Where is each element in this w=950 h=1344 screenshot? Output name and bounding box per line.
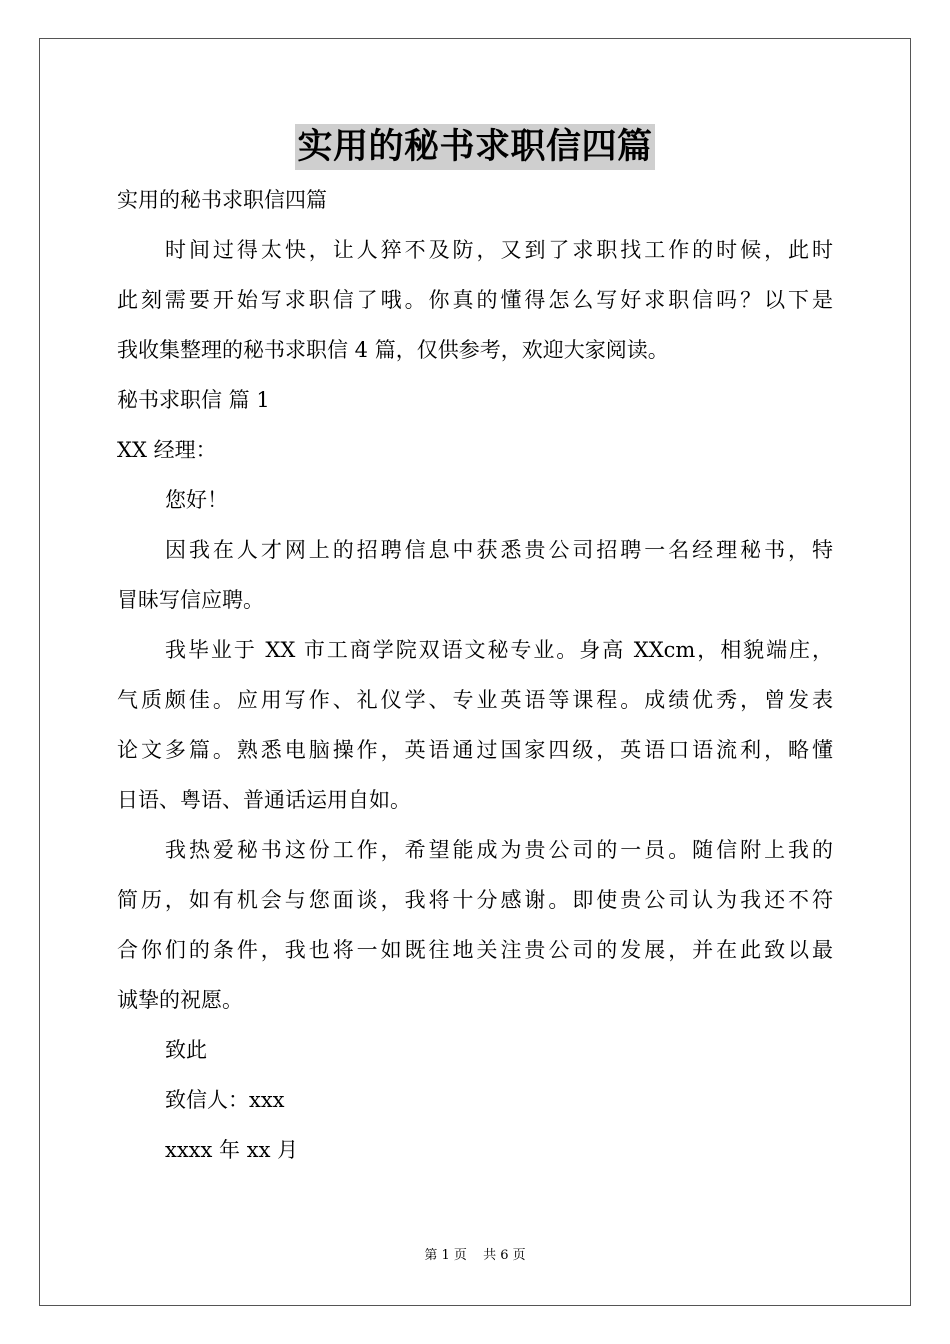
para3-line-1: 我热爱秘书这份工作，希望能成为贵公司的一员。随信附上我的 [165, 838, 833, 862]
document-title: 实用的秘书求职信四篇 [295, 124, 654, 170]
para3-line-3: 合你们的条件，我也将一如既往地关注贵公司的发展，并在此致以最 [117, 938, 833, 962]
intro-line-1: 时间过得太快，让人猝不及防，又到了求职找工作的时候，此时 [165, 238, 833, 262]
page-number: 第 1 页 [424, 1248, 467, 1263]
page-footer [0, 1247, 950, 1265]
intro-line-2: 此刻需要开始写求职信了哦。你真的懂得怎么写好求职信吗？以下是 [117, 288, 833, 312]
greeting: 您好！ [165, 488, 228, 512]
closing: 致此 [165, 1038, 207, 1062]
para3-line-4: 诚挚的祝愿。 [117, 988, 243, 1012]
page-total: 共 6 页 [483, 1248, 526, 1263]
salutation: XX 经理： [117, 438, 217, 462]
sender: 致信人：xxx [165, 1088, 285, 1112]
document-subtitle: 实用的秘书求职信四篇 [117, 188, 327, 212]
para3-line-2: 简历，如有机会与您面谈，我将十分感谢。即使贵公司认为我还不符 [117, 888, 833, 912]
para2-line-3: 论文多篇。熟悉电脑操作，英语通过国家四级，英语口语流利，略懂 [117, 738, 833, 762]
section-heading: 秘书求职信 篇 1 [117, 388, 270, 412]
date: xxxx 年 xx 月 [165, 1138, 299, 1162]
para1-line-2: 冒昧写信应聘。 [117, 588, 264, 612]
para1-line-1: 因我在人才网上的招聘信息中获悉贵公司招聘一名经理秘书，特 [165, 538, 833, 562]
document-title-wrap [0, 124, 950, 170]
para2-line-4: 日语、粤语、普通话运用自如。 [117, 788, 411, 812]
intro-line-3: 我收集整理的秘书求职信 4 篇，仅供参考，欢迎大家阅读。 [117, 338, 669, 362]
page-border [39, 38, 911, 1306]
para2-line-2: 气质颇佳。应用写作、礼仪学、专业英语等课程。成绩优秀，曾发表 [117, 688, 833, 712]
para2-line-1: 我毕业于 XX 市工商学院双语文秘专业。身高 XXcm，相貌端庄， [165, 638, 833, 662]
